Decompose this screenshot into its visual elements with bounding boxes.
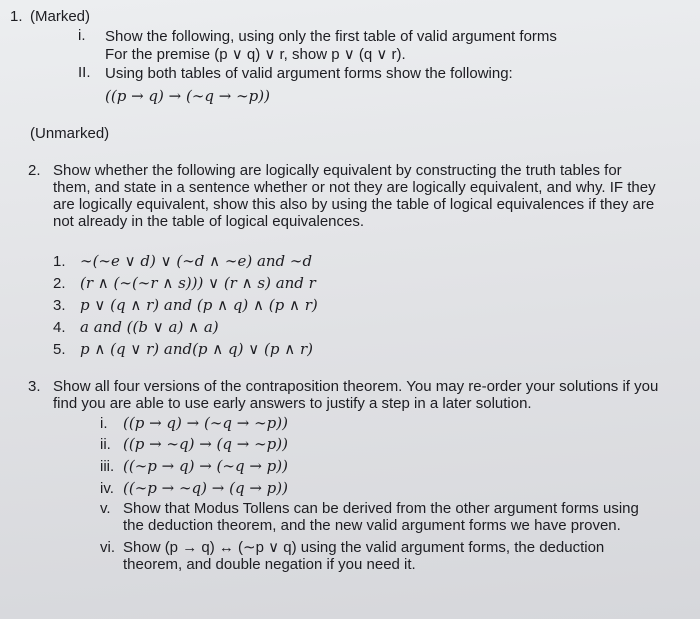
q3-item-vi-marker: vi. <box>100 539 115 556</box>
q2-item-1-text: ∼(∼e ∨ d) ∨ (∼d ∧ ∼e) and ∼d <box>80 252 313 270</box>
q3-item-v-line-1: Show that Modus Tollens can be derived from the other argument forms using <box>123 500 639 517</box>
q2-item-4-text: a and ((b ∨ a) ∧ a) <box>80 318 219 336</box>
q2-line-4: not already in the table of logical equivalences. <box>53 213 365 230</box>
q2-item-3-text: p ∨ (q ∧ r) and (p ∧ q) ∧ (p ∧ r) <box>80 296 318 314</box>
q2-line-1: Show whether the following are logically equivalent by constructing the truth tables for <box>53 162 622 179</box>
q3-item-iv-marker: iv. <box>100 480 114 497</box>
q2-item-5-text: p ∧ (q ∨ r) and(p ∧ q) ∨ (p ∧ r) <box>80 340 314 358</box>
q1-item-ii-formula: ((p → q) → (∼q → ∼p)) <box>105 87 270 105</box>
q2-item-3-marker: 3. <box>53 297 66 314</box>
q3-item-ii-text: ((p → ∼q) → (q → ∼p)) <box>123 435 288 453</box>
q1-heading: (Marked) <box>30 8 91 25</box>
q1-item-ii-line-1: Using both tables of valid argument forms show the following: <box>105 65 513 82</box>
q1-item-i-line-2: For the premise (p ∨ q) ∨ r, show p ∨ (q ∨ r). <box>105 46 406 63</box>
q1-item-ii-marker: II. <box>78 64 91 81</box>
q3-item-iv-text: ((∼p → ∼q) → (q → p)) <box>123 479 288 497</box>
q1-item-i-line-1: Show the following, using only the first table of valid argument forms <box>105 28 557 45</box>
q2-line-3: are logically equivalent, show this also by using the table of logical equivalences if they are <box>53 196 655 213</box>
q2-line-2: them, and state in a sentence whether or not they are logically equivalent, and why. IF they <box>53 179 656 196</box>
q3-item-ii-marker: ii. <box>100 436 111 453</box>
q2-item-4-marker: 4. <box>53 319 66 336</box>
q3-item-v-line-2: the deduction theorem, and the new valid argument forms we have proven. <box>123 517 621 534</box>
q2-item-1-marker: 1. <box>53 253 66 270</box>
q1-item-i-marker: i. <box>78 27 86 44</box>
q2-item-2-text: (r ∧ (∼(∼r ∧ s))) ∨ (r ∧ s) and r <box>80 274 316 292</box>
q3-item-i-marker: i. <box>100 415 108 432</box>
q2-item-2-marker: 2. <box>53 275 66 292</box>
q3-item-vi-line-1: Show (p → q) ↔ (∼p ∨ q) using the valid argument forms, the deduction <box>123 539 605 556</box>
q3-item-iii-text: ((∼p → q) → (∼q → p)) <box>123 457 288 475</box>
q3-line-2: find you are able to use early answers to justify a step in a later solution. <box>53 395 532 412</box>
q1-number: 1. <box>10 8 23 25</box>
q3-item-v-marker: v. <box>100 500 111 517</box>
q2-number: 2. <box>28 162 41 179</box>
q2-item-5-marker: 5. <box>53 341 66 358</box>
unmarked-heading: (Unmarked) <box>30 125 110 142</box>
q3-item-vi-line-2: theorem, and double negation if you need it. <box>123 556 416 573</box>
q3-line-1: Show all four versions of the contraposition theorem. You may re-order your solutions if you <box>53 378 659 395</box>
q3-item-i-text: ((p → q) → (∼q → ∼p)) <box>123 414 288 432</box>
q3-number: 3. <box>28 378 41 395</box>
q3-item-iii-marker: iii. <box>100 458 115 475</box>
